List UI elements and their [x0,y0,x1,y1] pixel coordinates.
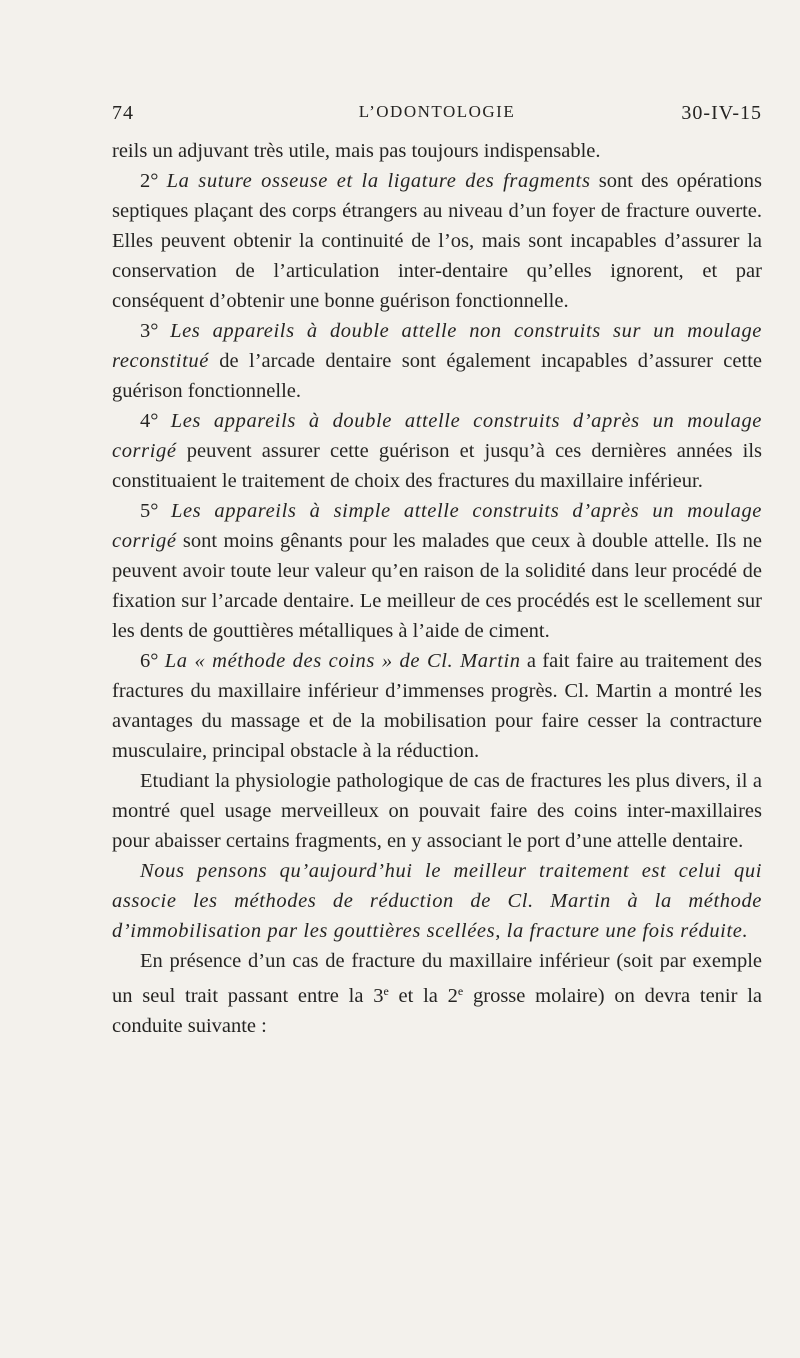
running-header [112,102,762,136]
paragraph-continuation: reils un adjuvant très utile, mais pas toujours indispensable. [112,140,601,162]
page-number: 74 [112,102,134,124]
italic-heading: Les appareils à simple attelle construits d’après un moulage corrigé [112,500,762,552]
journal-title: L’ODONTOLOGIE [358,102,516,121]
paragraph-2: 2° La suture osseuse et la ligature des fragments sont des opérations septiques plaçant des corps étrangers au niveau d’un foyer de fracture ouverte. Elles peuvent obtenir la continuité de l’os, mais sont incapables d’assurer la conservation de l’articulation inter-dentaire qu’elles ignorent, et par conséquent d’obtenir une bonne guérison fonctionnelle. [112,170,762,312]
conclusion-paragraph [112,856,762,946]
document-page [112,102,762,1041]
paragraph-5: 5° Les appareils à simple attelle construits d’après un moulage corrigé sont moins gênants pour les malades que ceux à double attelle. Ils ne peuvent avoir toute leur valeur qu’en raison de la solidité dans leur procédé de fixation sur l’arcade dentaire. Le meilleur de ces procédés est le scellement sur les dents de gouttières métalliques à l’aide de ciment. [112,500,762,642]
italic-heading: La « méthode des coins » de Cl. Martin [164,650,521,672]
body-text [112,136,762,1041]
italic-heading: Les appareils à double attelle construits d’après un moulage corrigé [112,410,762,462]
paragraph-3: 3° Les appareils à double attelle non construits sur un moulage reconstitué de l’arcade dentaire sont également incapables d’assurer cette guérison fonctionnelle. [112,320,762,402]
paragraph-7: Etudiant la physiologie pathologique de cas de fractures les plus divers, il a montré quel usage merveilleux on pouvait faire des coins inter-maxillaires pour abaisser certains fragments, en y associant le port d’une attelle dentaire. [112,770,762,852]
paragraph-4: 4° Les appareils à double attelle construits d’après un moulage corrigé peuvent assurer cette guérison et jusqu’à ces dernières années ils constituaient le traitement de choix des fractures du maxillaire inférieur. [112,410,762,492]
issue-date: 30-IV-15 [681,102,762,124]
paragraph-6: 6° La « méthode des coins » de Cl. Martin a fait faire au traitement des fractures du maxillaire inférieur d’immenses progrès. Cl. Martin a montré les avantages du massage et de la mobilisation pour faire cesser la contracture musculaire, principal obstacle à la réduction. [112,650,762,762]
italic-heading: La suture osseuse et la ligature des fragments [166,170,591,192]
italic-conclusion: Nous pensons qu’aujourd’hui le meilleur traitement est celui qui associe les méthodes de réduction de Cl. Martin à la méthode d’immobilisation par les gouttières scellées, la fracture une fois réduite. [112,860,762,942]
italic-heading: Les appareils à double attelle non construits sur un moulage reconstitué [112,320,762,372]
paragraph-9: En présence d’un cas de fracture du maxillaire inférieur (soit par exemple un seul trait passant entre la 3e et la 2e grosse molaire) on devra tenir la conduite suivante : [112,950,762,1037]
